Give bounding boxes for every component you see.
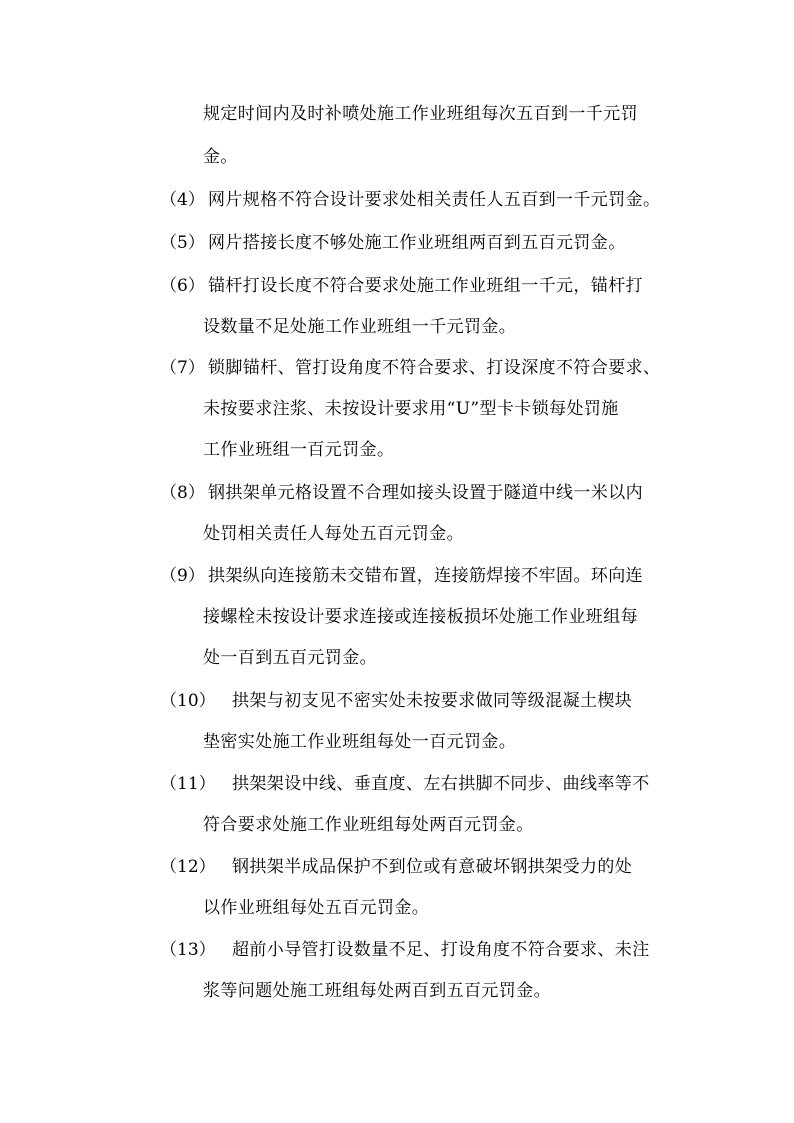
item-12-number: （12） bbox=[160, 857, 216, 877]
item-9-line-1: 接螺栓未按设计要求连接或连接板损坏处施工作业班组每 bbox=[203, 607, 638, 627]
item-6-number: （6） bbox=[160, 276, 205, 296]
item-7-line-0: 锁脚锚杆、管打设角度不符合要求、打设深度不符合要求、 bbox=[208, 358, 661, 378]
item-12-line-0: 钢拱架半成品保护不到位或有意破坏钢拱架受力的处 bbox=[232, 857, 633, 877]
item-13-line-1: 浆等问题处施工班组每处两百到五百元罚金。 bbox=[203, 981, 551, 1001]
item-9-line-0: 拱架纵向连接筋未交错布置，连接筋焊接不牢固。环向连 bbox=[208, 566, 643, 586]
item-11-line-1: 符合要求处施工作业班组每处两百元罚金。 bbox=[203, 815, 534, 835]
item-8-line-0: 钢拱架单元格设置不合理如接头设置于隧道中线一米以内 bbox=[208, 483, 643, 503]
item-4-line-0: 网片规格不符合设计要求处相关责任人五百到一千元罚金。 bbox=[208, 190, 661, 210]
item-10-line-0: 拱架与初支见不密实处未按要求做同等级混凝土楔块 bbox=[232, 691, 633, 711]
item-0-line-0: 规定时间内及时补喷处施工作业班组每次五百到一千元罚 bbox=[203, 104, 638, 124]
item-8-line-1: 处罚相关责任人每处五百元罚金。 bbox=[203, 524, 464, 544]
item-4-number: （4） bbox=[160, 190, 205, 210]
item-5-number: （5） bbox=[160, 233, 205, 253]
item-8-number: （8） bbox=[160, 483, 205, 503]
item-10-number: （10） bbox=[160, 691, 216, 711]
item-12-line-1: 以作业班组每处五百元罚金。 bbox=[203, 898, 430, 918]
item-9-number: （9） bbox=[160, 566, 205, 586]
item-0-line-1: 金。 bbox=[203, 147, 238, 167]
item-9-line-2: 处一百到五百元罚金。 bbox=[203, 648, 377, 668]
item-6-line-1: 设数量不足处施工作业班组一千元罚金。 bbox=[203, 317, 517, 337]
item-5-line-0: 网片搭接长度不够处施工作业班组两百到五百元罚金。 bbox=[208, 233, 626, 253]
item-13-line-0: 超前小导管打设数量不足、打设角度不符合要求、未注 bbox=[232, 940, 650, 960]
item-10-line-1: 垫密实处施工作业班组每处一百元罚金。 bbox=[203, 732, 517, 752]
item-6-line-0: 锚杆打设长度不符合要求处施工作业班组一千元，锚杆打 bbox=[208, 276, 643, 296]
item-7-number: （7） bbox=[160, 358, 205, 378]
item-11-line-0: 拱架架设中线、垂直度、左右拱脚不同步、曲线率等不 bbox=[232, 774, 650, 794]
item-7-line-1: 未按要求注浆、未按设计要求用“U”型卡卡锁每处罚施 bbox=[203, 399, 619, 419]
item-11-number: （11） bbox=[160, 774, 216, 794]
item-13-number: （13） bbox=[160, 940, 216, 960]
item-7-line-2: 工作业班组一百元罚金。 bbox=[203, 440, 395, 460]
